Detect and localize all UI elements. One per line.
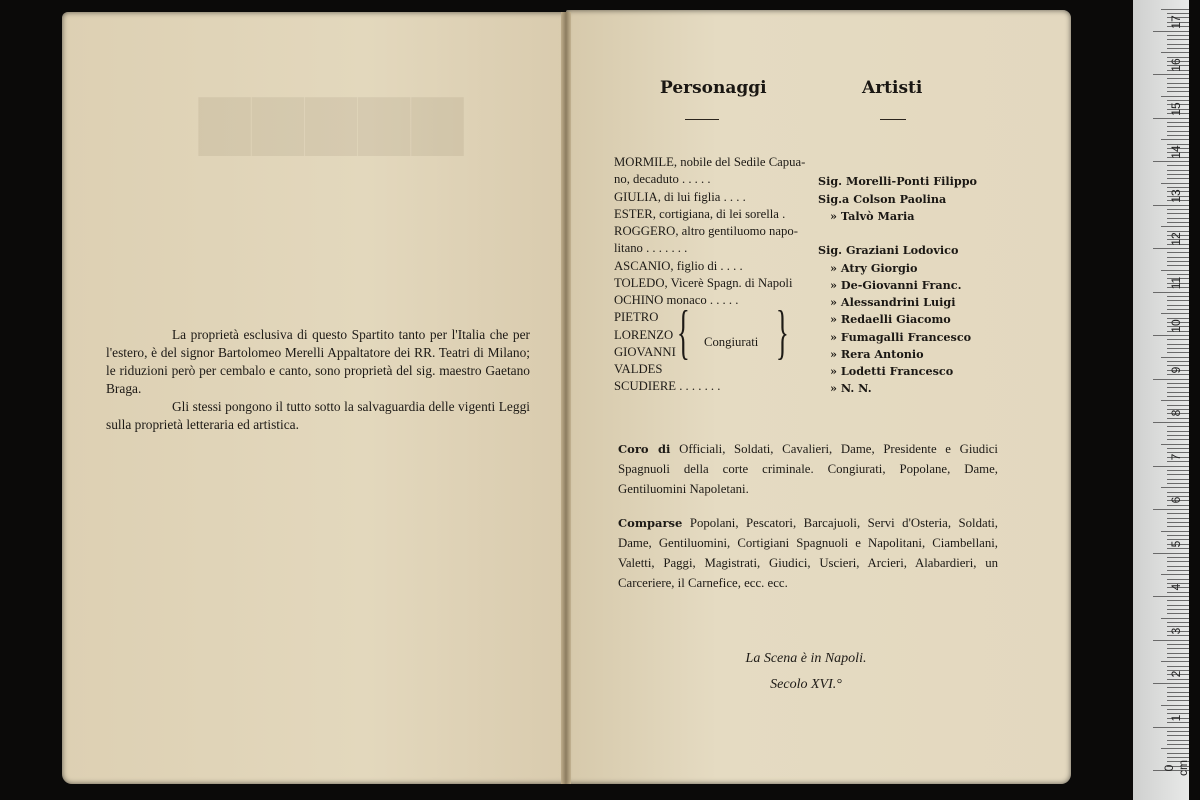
ruler-tick [1167,339,1189,340]
ruler-label: 3 [1169,627,1183,634]
ruler-tick [1167,657,1189,658]
ruler-tick [1167,644,1189,645]
ruler-tick [1167,479,1189,480]
ruler-tick [1167,435,1189,436]
ruler-tick [1167,122,1189,123]
ruler-tick [1161,400,1189,401]
ruler-tick [1167,653,1189,654]
ruler-tick [1167,744,1189,745]
ruler-label: 15 [1169,101,1183,116]
ruler-tick [1167,305,1189,306]
cast-role: SCUDIERE . . . . . . . [614,379,721,393]
cast-artist: » Atry Giorgio [830,261,918,275]
ruler-tick [1167,483,1189,484]
ruler-label: 2 [1169,670,1183,678]
ruler-label: 13 [1169,188,1183,203]
ruler-tick [1167,174,1189,175]
ruler-tick [1167,557,1189,558]
ruler-tick [1161,313,1189,314]
ruler-tick [1167,687,1189,688]
cast-artist: » Fumagalli Francesco [830,330,972,344]
cast-artist: Sig. Morelli-Ponti Filippo [818,174,978,188]
ruler-label: 8 [1169,409,1183,417]
ruler-label: 6 [1169,496,1183,504]
ruler-tick [1167,561,1189,562]
ruler-tick [1167,178,1189,179]
cast-role: VALDES [614,362,663,376]
ruler-tick [1167,348,1189,349]
ruler-tick [1167,513,1189,514]
heading-artisti: Artisti [862,78,923,98]
ruler-label: 0 cm [1162,760,1190,776]
right-brace: } [775,299,789,365]
ruler-tick [1167,213,1189,214]
cast-artist: » N. N. [830,381,872,395]
cast-artist: » Rera Antonio [830,347,924,361]
ruler-tick [1161,357,1189,358]
show-through: ▆▆▆▆▆ [200,81,467,153]
ruler-tick [1167,609,1189,610]
cast-artist: » Redaelli Giacomo [830,312,951,326]
ruler-label: 11 [1169,276,1183,289]
ruler-tick [1161,183,1189,184]
cast-artist: » Alessandrini Luigi [830,295,956,309]
copyright-paragraph-1: La proprietà esclusiva di questo Spartito tanto per l'Italia che per l'estero, è del signor Bartolomeo Merelli Appaltatore dei RR. Teatri di Milano; le riduzioni però per cembalo e canto, sono proprietà del sig. maestro Gaetano Braga. [106,327,530,396]
ruler-tick [1161,705,1189,706]
cast-role: OCHINO monaco . . . . . [614,293,739,307]
ruler-tick [1161,487,1189,488]
ruler-tick [1167,526,1189,527]
ruler-tick [1167,470,1189,471]
ruler-tick [1167,78,1189,79]
ruler-tick [1167,252,1189,253]
ruler-tick [1167,170,1189,171]
ruler-tick [1167,296,1189,297]
ruler-tick [1167,261,1189,262]
ruler-tick [1167,740,1189,741]
cast-artist: » De-Giovanni Franc. [830,278,962,292]
ruler-tick [1167,48,1189,49]
ruler-tick [1167,396,1189,397]
ruler-tick [1161,52,1189,53]
ruler-tick [1167,352,1189,353]
ruler-tick [1167,605,1189,606]
ruler-tick [1167,426,1189,427]
cast-role: litano . . . . . . . [614,241,688,255]
ruler-tick [1167,126,1189,127]
ruler-tick [1167,35,1189,36]
ruler-tick [1167,570,1189,571]
cast-role: ASCANIO, figlio di . . . . [614,259,743,273]
comparse-label: Comparse [618,516,683,530]
ruler-tick [1167,692,1189,693]
ruler-label: 7 [1169,453,1183,460]
ruler-tick [1167,257,1189,258]
ruler-tick [1167,731,1189,732]
ruler-label: 4 [1169,583,1183,591]
ruler-tick [1161,270,1189,271]
copyright-paragraph-2: Gli stessi pongono il tutto sotto la salvaguardia delle vigenti Leggi sulla proprietà letteraria ed artistica. [106,399,530,432]
ruler-tick [1167,222,1189,223]
ruler-tick [1167,600,1189,601]
coro-text: Officiali, Soldati, Cavalieri, Dame, Presidente e Giudici Spagnuoli della corte criminale. Congiurati, Popolane, Dame, Gentiluomini Napoletani. [618,442,998,496]
ruler-tick [1167,209,1189,210]
congiurati-label: Congiurati [704,335,759,349]
ruler-tick [1167,131,1189,132]
ruler-label: 16 [1169,58,1183,72]
cast-role: LORENZO [614,328,674,342]
cast-role: MORMILE, nobile del Sedile Capua- [614,155,806,169]
ruler-tick [1167,518,1189,519]
cast-artist: » Lodetti Francesco [830,364,954,378]
cast-role: no, decaduto . . . . . [614,172,711,186]
copyright-notice [106,326,530,434]
coro-paragraph [618,439,998,499]
ruler-tick [1167,165,1189,166]
ruler-tick [1161,618,1189,619]
heading-personaggi: Personaggi [660,78,767,98]
ruler-label: 12 [1169,232,1183,246]
ruler-tick [1167,522,1189,523]
heading-rule [880,119,906,120]
ruler-tick [1167,39,1189,40]
ruler-tick [1167,87,1189,88]
ruler-tick [1167,439,1189,440]
ruler-label: 9 [1169,366,1183,373]
ruler-tick [1161,531,1189,532]
ruler-tick [1167,387,1189,388]
ruler-tick [1161,139,1189,140]
left-brace: { [676,299,690,365]
cast-role: GIOVANNI [614,345,676,359]
ruler-tick [1167,300,1189,301]
cast-role: TOLEDO, Vicerè Spagn. di Napoli [614,276,793,290]
ruler-label: 17 [1169,14,1183,29]
ruler-tick [1167,700,1189,701]
cast-role: GIULIA, di lui figlia . . . . [614,190,746,204]
cast-artist: Sig. Graziani Lodovico [818,243,959,257]
century-line: Secolo XVI.° [770,677,842,692]
cast-role: PIETRO [614,310,659,324]
cast-artist: » Talvò Maria [830,209,915,223]
cast-role: ROGGERO, altro gentiluomo napo- [614,224,798,238]
book-gutter [561,12,571,784]
ruler-tick [1167,392,1189,393]
ruler-tick [1161,9,1189,10]
ruler-tick [1161,444,1189,445]
ruler-tick [1167,383,1189,384]
cast-role: ESTER, cortigiana, di lei sorella . [614,207,786,221]
ruler-tick [1161,96,1189,97]
ruler-label: 5 [1169,540,1183,547]
ruler-label: 10 [1169,319,1183,333]
ruler-tick [1167,83,1189,84]
ruler-tick [1167,265,1189,266]
cast-artist: Sig.a Colson Paolina [818,192,947,206]
ruler-tick [1167,431,1189,432]
scene-line: La Scena è in Napoli. [745,651,867,666]
ruler-tick [1167,474,1189,475]
ruler-tick [1161,226,1189,227]
coro-label: Coro di [618,442,671,456]
ruler-tick [1167,613,1189,614]
ruler-tick [1161,748,1189,749]
ruler-label: 14 [1169,145,1183,159]
ruler-label: 1 [1169,714,1183,721]
ruler-tick [1167,696,1189,697]
right-page [566,10,1071,784]
comparse-paragraph [618,513,998,593]
ruler-tick [1167,44,1189,45]
ruler-tick [1167,135,1189,136]
ruler-tick [1167,218,1189,219]
comparse-text: Popolani, Pescatori, Barcajuoli, Servi d'Osteria, Soldati, Dame, Gentiluomini, Cortigiani Spagnuoli e Napolitani, Ciambellani, Valetti, Paggi, Magistrati, Giudici, Uscieri, Arcieri, Alabardieri, un Carceriere, il Carnefice, ecc. ecc. [618,516,999,590]
ruler-tick [1167,566,1189,567]
ruler-tick [1167,344,1189,345]
ruler-tick [1161,574,1189,575]
ruler-tick [1167,91,1189,92]
ruler-tick [1161,661,1189,662]
ruler-tick [1167,735,1189,736]
ruler-tick [1167,753,1189,754]
ruler-tick [1167,648,1189,649]
heading-rule [685,119,719,120]
ruler-tick [1167,309,1189,310]
